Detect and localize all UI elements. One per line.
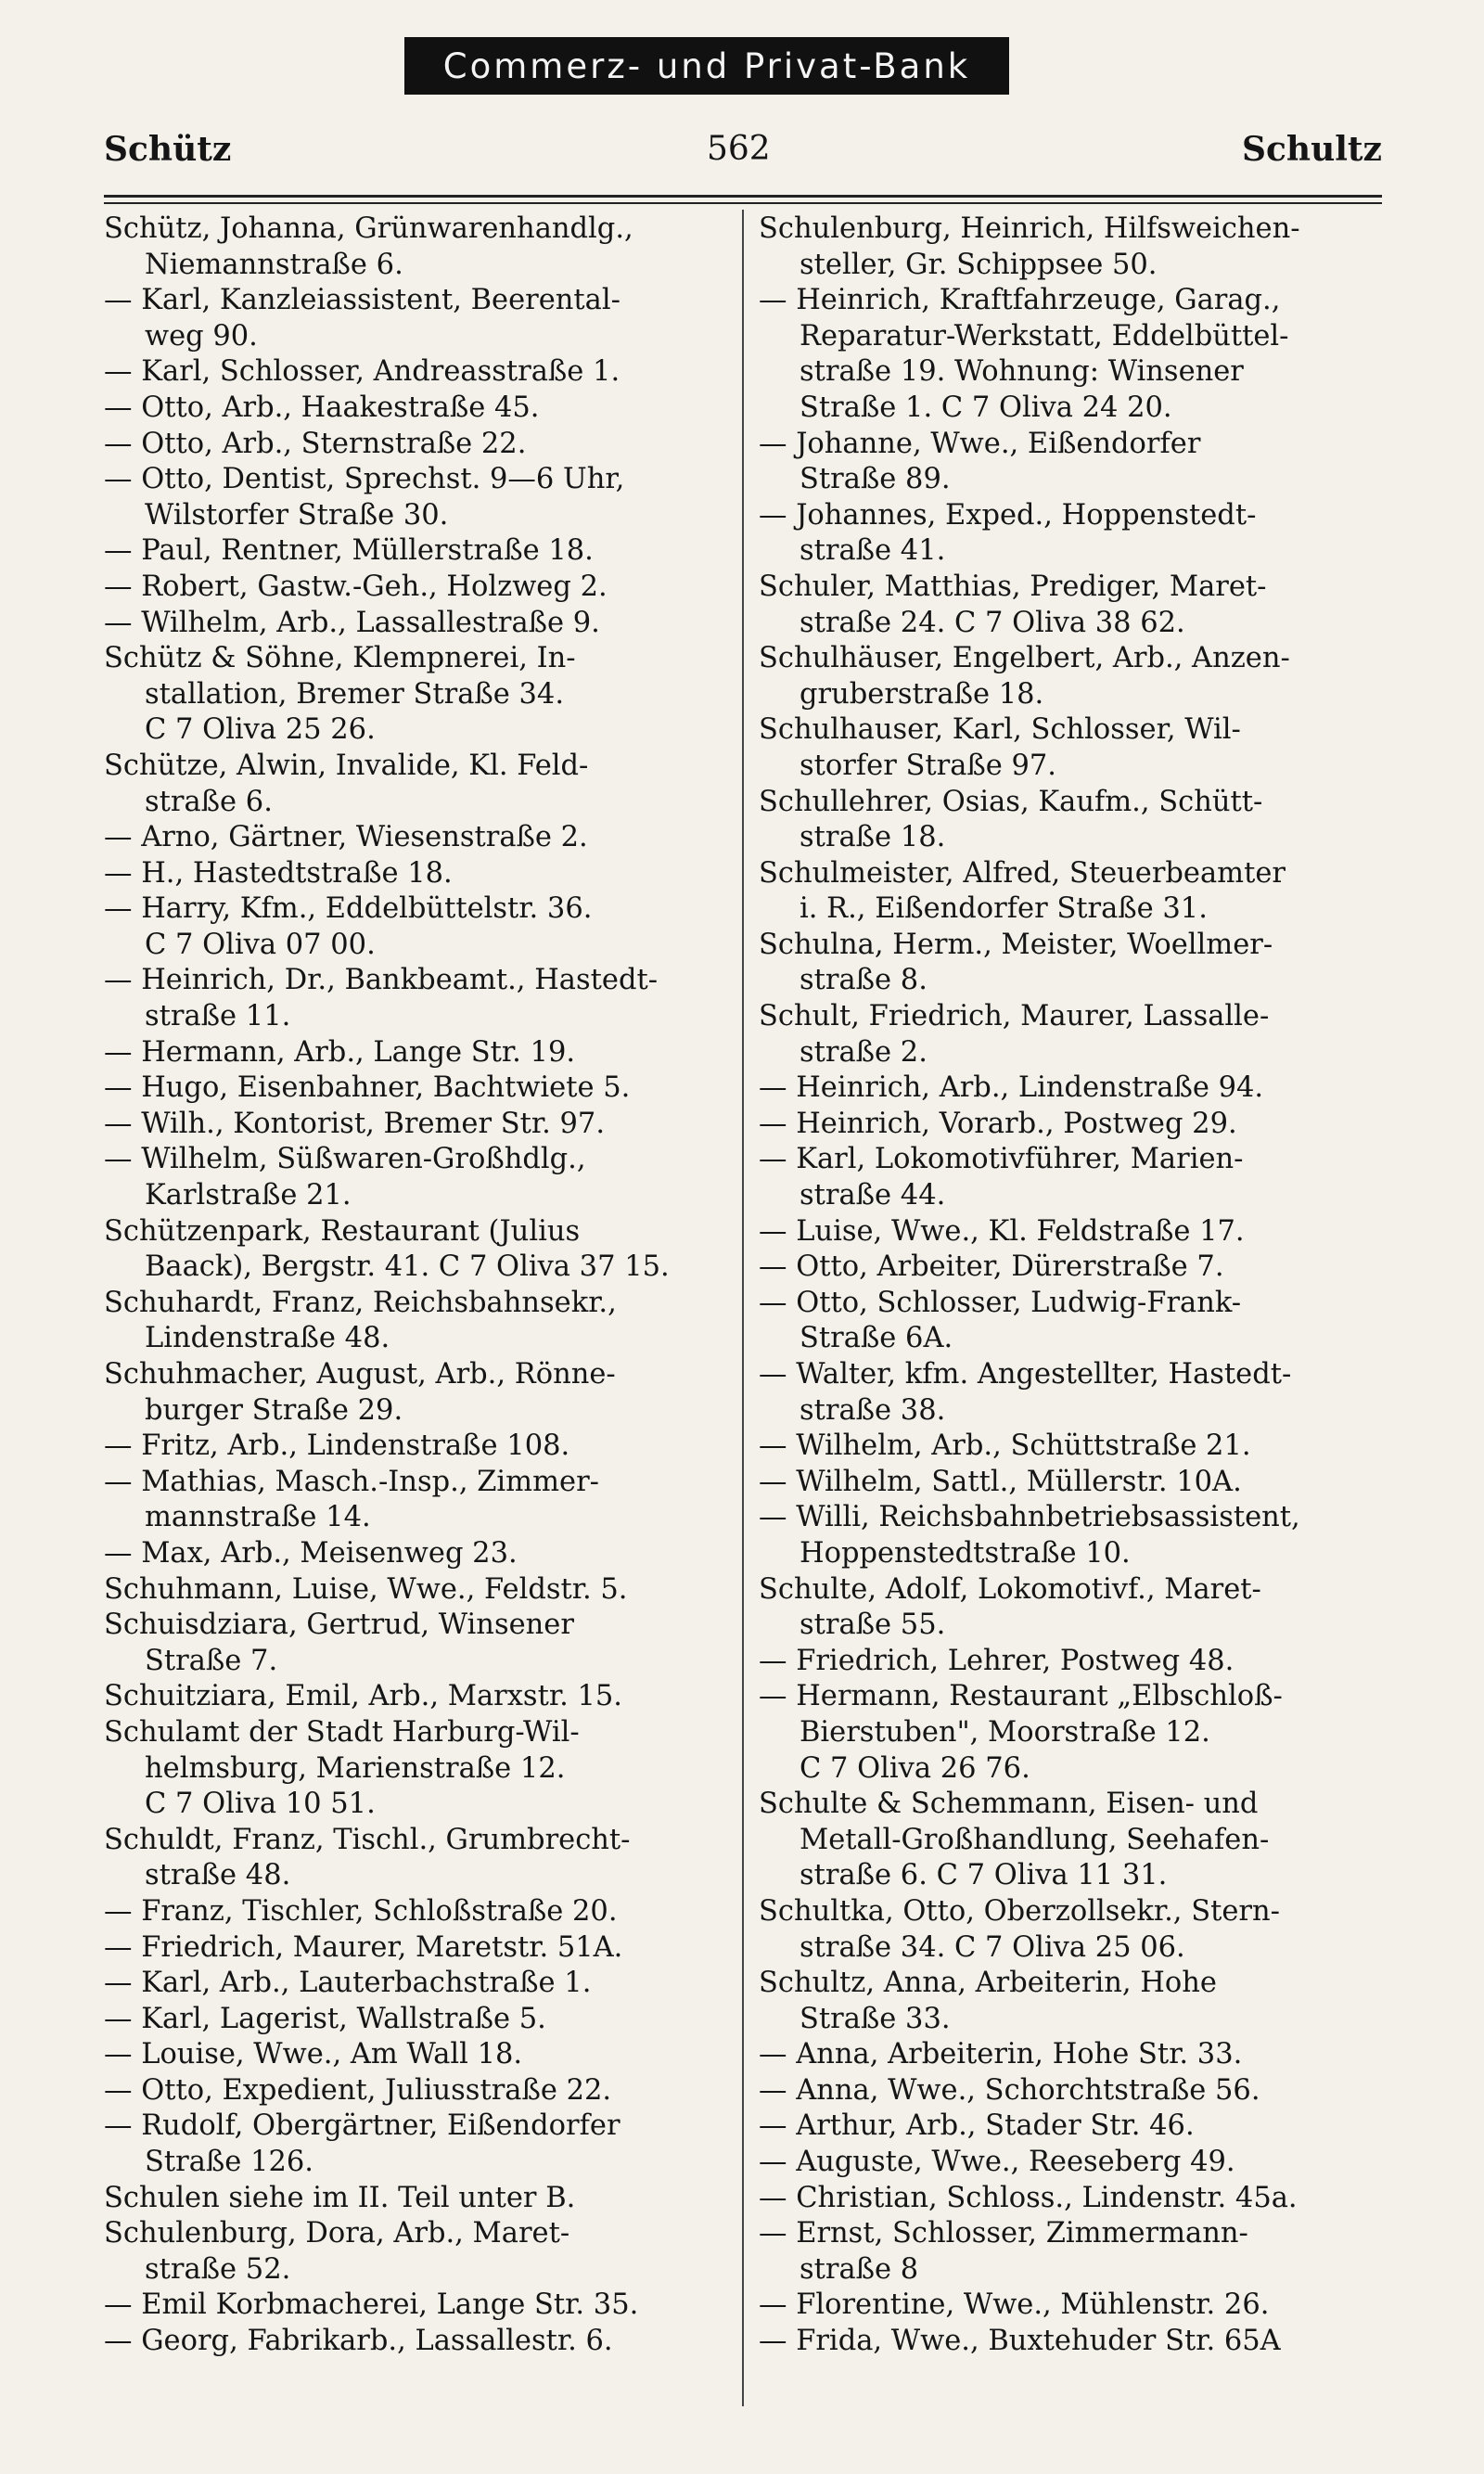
directory-entry-line: straße 41. [800, 534, 946, 568]
directory-entry-line: — Arno, Gärtner, Wiesenstraße 2. [104, 821, 588, 854]
directory-entry-line: Straße 7. [145, 1644, 278, 1677]
directory-entry-line: — Auguste, Wwe., Reeseberg 49. [759, 2146, 1235, 2179]
directory-entry-line: — Robert, Gastw.-Geh., Holzweg 2. [104, 570, 608, 603]
directory-entry-line: Hoppenstedtstraße 10. [800, 1536, 1131, 1570]
directory-entry-line: — Max, Arb., Meisenweg 23. [104, 1536, 518, 1570]
directory-entry-line: Niemannstraße 6. [145, 248, 403, 281]
directory-entry-line: — Otto, Dentist, Sprechst. 9—6 Uhr, [104, 463, 625, 496]
directory-entry-line: storfer Straße 97. [800, 749, 1057, 782]
directory-entry-line: mannstraße 14. [145, 1501, 371, 1534]
directory-entry-line: — Hugo, Eisenbahner, Bachtwiete 5. [104, 1071, 631, 1105]
directory-entry-line: — Friedrich, Lehrer, Postweg 48. [759, 1644, 1235, 1677]
directory-entry-line: straße 8 [800, 2252, 919, 2286]
directory-entry-line: Schulmeister, Alfred, Steuerbeamter [759, 856, 1286, 890]
header-first-entry: Schütz [104, 130, 232, 169]
directory-entry-line: — Johanne, Wwe., Eißendorfer [759, 427, 1201, 460]
directory-entry-line: — Christian, Schloss., Lindenstr. 45a. [759, 2181, 1298, 2214]
directory-entry-line: straße 19. Wohnung: Winsener [800, 355, 1244, 389]
directory-entry-line: Schuhmacher, August, Arb., Rönne- [104, 1358, 616, 1391]
directory-entry-line: — Emil Korbmacherei, Lange Str. 35. [104, 2288, 639, 2322]
directory-entry-line: Schulte & Schemmann, Eisen- und [759, 1788, 1259, 1821]
directory-entry-line: straße 44. [800, 1179, 946, 1212]
directory-entry-line: Schütz & Söhne, Klempnerei, In- [104, 642, 576, 675]
directory-entry-line: Bierstuben", Moorstraße 12. [800, 1715, 1210, 1749]
directory-entry-line: — Heinrich, Kraftfahrzeuge, Garag., [759, 284, 1281, 317]
directory-entry-line: Schützenpark, Restaurant (Julius [104, 1214, 581, 1248]
page-header [104, 130, 1382, 176]
page-number: 562 [707, 130, 771, 168]
directory-entry-line: — Anna, Arbeiterin, Hohe Str. 33. [759, 2038, 1243, 2071]
directory-entry-line: burger Straße 29. [145, 1393, 403, 1427]
directory-entry-line: Straße 89. [800, 463, 951, 496]
directory-entry-line: Schuhardt, Franz, Reichsbahnsekr., [104, 1286, 617, 1319]
directory-entry-line: straße 52. [145, 2252, 291, 2286]
directory-entry-line: Schult, Friedrich, Maurer, Lassalle- [759, 1000, 1270, 1033]
directory-entry-line: C 7 Oliva 25 26. [145, 713, 376, 747]
directory-entry-line: Straße 33. [800, 2002, 951, 2035]
directory-entry-line: — Mathias, Masch.-Insp., Zimmer- [104, 1465, 599, 1498]
directory-entry-line: — Otto, Schlosser, Ludwig-Frank- [759, 1286, 1242, 1319]
directory-entry-line: — Heinrich, Dr., Bankbeamt., Hastedt- [104, 964, 659, 997]
directory-entry-line: — Hermann, Arb., Lange Str. 19. [104, 1035, 576, 1069]
directory-entry-line: — Karl, Kanzleiassistent, Beerental- [104, 284, 620, 317]
header-last-entry: Schultz [1241, 130, 1382, 169]
directory-entry-line: Schultz, Anna, Arbeiterin, Hohe [759, 1967, 1217, 2000]
directory-entry-line: straße 8. [800, 964, 928, 997]
directory-entry-line: steller, Gr. Schippsee 50. [800, 248, 1158, 281]
directory-entry-line: Schulenburg, Dora, Arb., Maret- [104, 2217, 570, 2250]
directory-entry-line: straße 48. [145, 1859, 291, 1892]
directory-entry-line: — Fritz, Arb., Lindenstraße 108. [104, 1429, 570, 1463]
directory-entry-line: Lindenstraße 48. [145, 1322, 390, 1355]
right-column [759, 212, 1382, 2360]
header-rule-thick [104, 195, 1382, 198]
directory-entry-line: Wilstorfer Straße 30. [145, 498, 449, 532]
directory-entry-line: C 7 Oliva 26 76. [800, 1751, 1030, 1785]
directory-entry-line: C 7 Oliva 07 00. [145, 928, 376, 961]
directory-entry-line: Schultka, Otto, Oberzollsekr., Stern- [759, 1894, 1280, 1928]
directory-entry-line: — Heinrich, Vorarb., Postweg 29. [759, 1107, 1237, 1140]
directory-entry-line: straße 18. [800, 821, 946, 854]
directory-entry-line: weg 90. [145, 319, 258, 353]
directory-entry-line: Metall-Großhandlung, Seehafen- [800, 1823, 1270, 1856]
directory-entry-line: — Wilhelm, Süßwaren-Großhdlg., [104, 1143, 586, 1176]
directory-entry-line: straße 38. [800, 1393, 946, 1427]
directory-entry-line: Schulenburg, Heinrich, Hilfsweichen- [759, 212, 1300, 245]
directory-entry-line: Schulhauser, Karl, Schlosser, Wil- [759, 713, 1241, 747]
directory-entry-line: — Paul, Rentner, Müllerstraße 18. [104, 534, 594, 568]
directory-entry-line: — Friedrich, Maurer, Maretstr. 51A. [104, 1930, 623, 1964]
directory-entry-line: stallation, Bremer Straße 34. [145, 677, 565, 711]
directory-entry-line: — Harry, Kfm., Eddelbüttelstr. 36. [104, 892, 593, 926]
directory-entry-line: Baack), Bergstr. 41. C 7 Oliva 37 15. [145, 1250, 670, 1284]
bank-advertisement-banner: Commerz- und Privat-Bank [404, 37, 1009, 95]
header-rule-thin [104, 202, 1382, 204]
directory-entry-line: straße 6. C 7 Oliva 11 31. [800, 1859, 1168, 1892]
directory-entry-line: Reparatur-Werkstatt, Eddelbüttel- [800, 319, 1289, 353]
directory-entry-line: Straße 1. C 7 Oliva 24 20. [800, 391, 1172, 424]
directory-entry-line: — Wilhelm, Arb., Lassallestraße 9. [104, 606, 600, 639]
directory-entry-line: straße 6. [145, 785, 273, 818]
directory-entry-line: — Wilhelm, Sattl., Müllerstr. 10A. [759, 1465, 1242, 1498]
directory-entry-line: straße 55. [800, 1609, 946, 1642]
directory-entry-line: — Wilh., Kontorist, Bremer Str. 97. [104, 1107, 606, 1140]
directory-entry-line: Schulna, Herm., Meister, Woellmer- [759, 928, 1273, 961]
directory-entry-line: straße 24. C 7 Oliva 38 62. [800, 606, 1185, 639]
directory-entry-line: Schütz, Johanna, Grünwarenhandlg., [104, 212, 633, 245]
directory-entry-line: — Karl, Arb., Lauterbachstraße 1. [104, 1967, 592, 2000]
directory-entry-line: straße 2. [800, 1035, 928, 1069]
directory-entry-line: — Wilhelm, Arb., Schüttstraße 21. [759, 1429, 1251, 1463]
column-divider [742, 210, 744, 2406]
directory-entry-line: — Frida, Wwe., Buxtehuder Str. 65A [759, 2325, 1281, 2358]
directory-entry-line: — Florentine, Wwe., Mühlenstr. 26. [759, 2288, 1270, 2322]
directory-entry-line: Straße 126. [145, 2146, 313, 2179]
directory-entry-line: — Walter, kfm. Angestellter, Hastedt- [759, 1358, 1292, 1391]
directory-entry-line: Schuler, Matthias, Prediger, Maret- [759, 570, 1267, 603]
directory-entry-line: — Willi, Reichsbahnbetriebsassistent, [759, 1501, 1300, 1534]
directory-entry-line: Schulen siehe im II. Teil unter B. [104, 2181, 576, 2214]
directory-entry-line: — Karl, Lokomotivführer, Marien- [759, 1143, 1244, 1176]
directory-entry-line: — Karl, Schlosser, Andreasstraße 1. [104, 355, 620, 389]
directory-entry-line: straße 11. [145, 1000, 291, 1033]
directory-entry-line: helmsburg, Marienstraße 12. [145, 1751, 566, 1785]
directory-entry-line: — Rudolf, Obergärtner, Eißendorfer [104, 2109, 620, 2143]
directory-entry-line: i. R., Eißendorfer Straße 31. [800, 892, 1208, 926]
directory-entry-line: — Franz, Tischler, Schloßstraße 20. [104, 1894, 618, 1928]
directory-entry-line: Schuhmann, Luise, Wwe., Feldstr. 5. [104, 1572, 628, 1606]
directory-entry-line: — Otto, Expedient, Juliusstraße 22. [104, 2073, 612, 2107]
directory-entry-line: Straße 6A. [800, 1322, 953, 1355]
directory-entry-line: Schullehrer, Osias, Kaufm., Schütt- [759, 785, 1263, 818]
directory-entry-line: Schulhäuser, Engelbert, Arb., Anzen- [759, 642, 1290, 675]
directory-entry-line: — Heinrich, Arb., Lindenstraße 94. [759, 1071, 1264, 1105]
directory-entry-line: — Luise, Wwe., Kl. Feldstraße 17. [759, 1214, 1245, 1248]
left-column [104, 212, 723, 2360]
directory-entry-line: — Karl, Lagerist, Wallstraße 5. [104, 2002, 546, 2035]
directory-entry-line: Karlstraße 21. [145, 1179, 352, 1212]
directory-entry-line: Schuisdziara, Gertrud, Winsener [104, 1609, 574, 1642]
directory-entry-line: — Otto, Arb., Haakestraße 45. [104, 391, 540, 424]
directory-entry-line: — Louise, Wwe., Am Wall 18. [104, 2038, 523, 2071]
directory-entry-line: Schulamt der Stadt Harburg-Wil- [104, 1715, 580, 1749]
directory-entry-line: Schuldt, Franz, Tischl., Grumbrecht- [104, 1823, 631, 1856]
directory-entry-line: — Ernst, Schlosser, Zimmermann- [759, 2217, 1248, 2250]
directory-entry-line: straße 34. C 7 Oliva 25 06. [800, 1930, 1185, 1964]
directory-entry-line: — Georg, Fabrikarb., Lassallestr. 6. [104, 2325, 613, 2358]
directory-entry-line: — Otto, Arb., Sternstraße 22. [104, 427, 527, 460]
directory-entry-line: — Johannes, Exped., Hoppenstedt- [759, 498, 1257, 532]
directory-entry-line: — Anna, Wwe., Schorchtstraße 56. [759, 2073, 1260, 2107]
directory-entry-line: — Hermann, Restaurant „Elbschloß- [759, 1680, 1283, 1713]
directory-entry-line: Schuitziara, Emil, Arb., Marxstr. 15. [104, 1680, 622, 1713]
directory-entry-line: — H., Hastedtstraße 18. [104, 856, 453, 890]
directory-entry-line: Schütze, Alwin, Invalide, Kl. Feld- [104, 749, 589, 782]
directory-entry-line: — Otto, Arbeiter, Dürerstraße 7. [759, 1250, 1224, 1284]
directory-entry-line: Schulte, Adolf, Lokomotivf., Maret- [759, 1572, 1261, 1606]
directory-entry-line: gruberstraße 18. [800, 677, 1044, 711]
directory-entry-line: C 7 Oliva 10 51. [145, 1788, 376, 1821]
directory-entry-line: — Arthur, Arb., Stader Str. 46. [759, 2109, 1195, 2143]
